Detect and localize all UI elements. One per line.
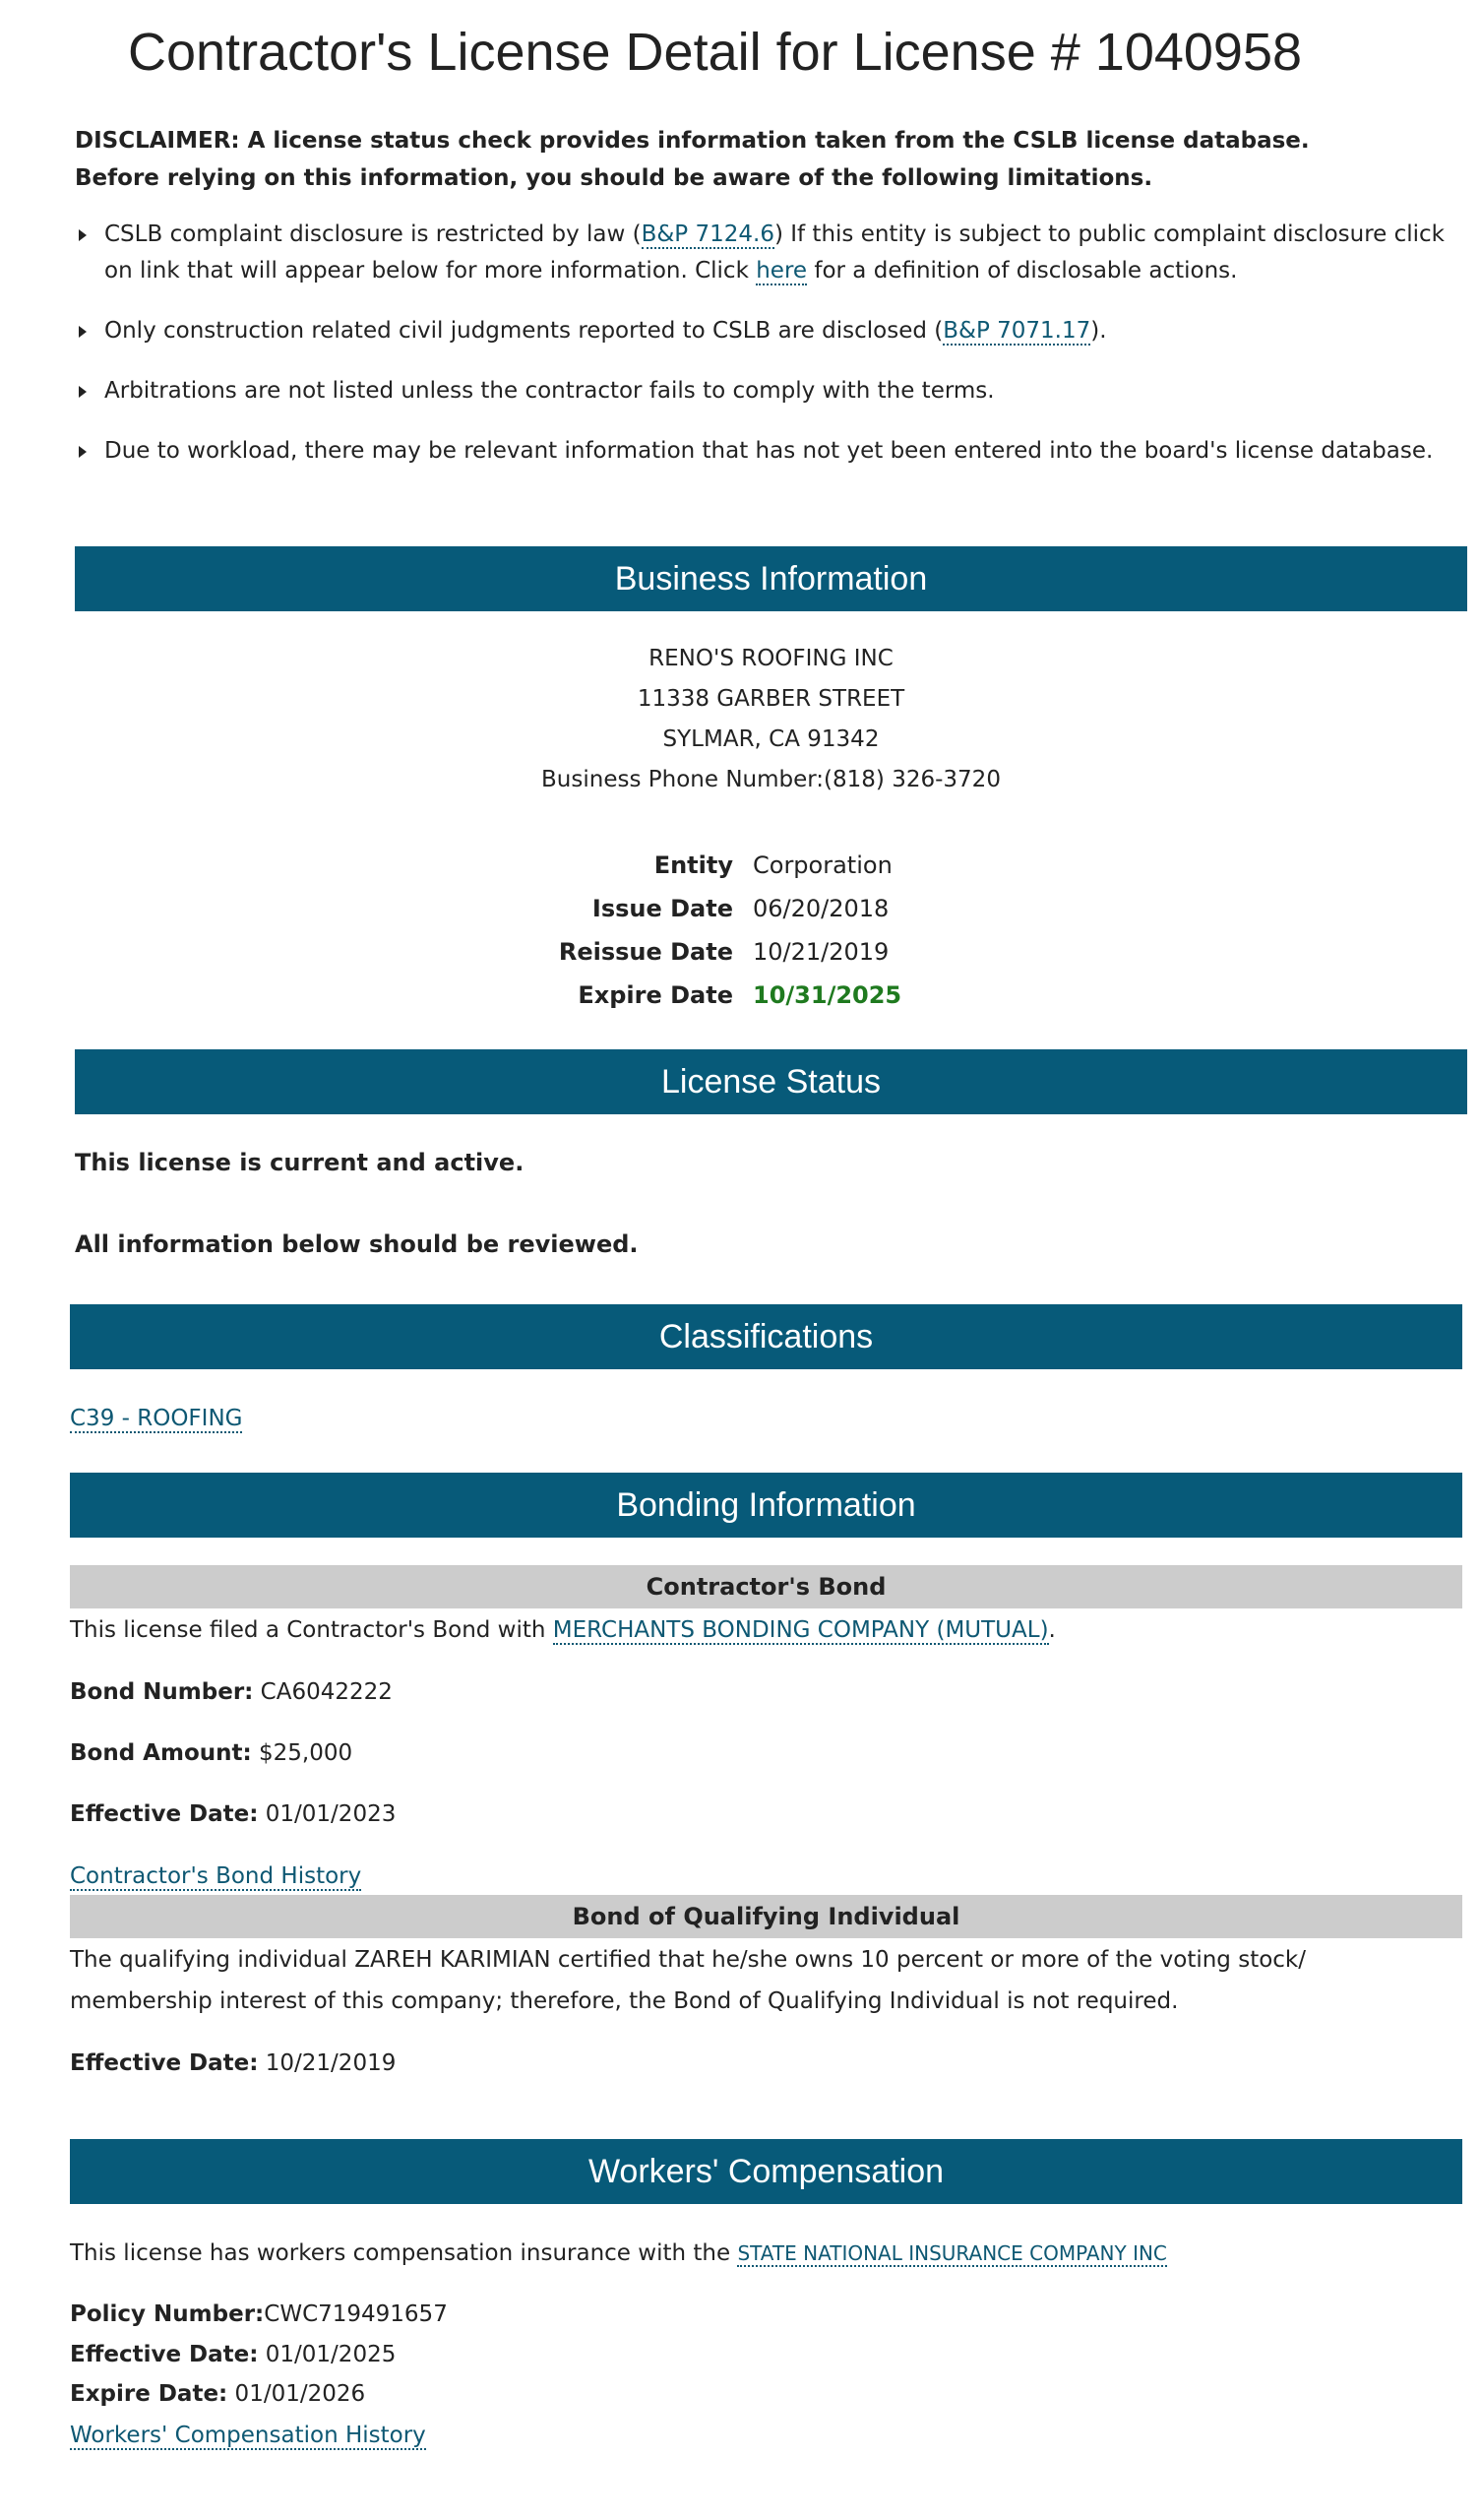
wc-expire-date: Expire Date: 01/01/2026	[70, 2381, 366, 2407]
caret-right-icon	[79, 386, 87, 398]
bqi-effective-date: Effective Date: 10/21/2019	[70, 2050, 397, 2076]
business-city: SYLMAR, CA 91342	[662, 726, 880, 752]
page-title: Contractor's License Detail for License # 1040958	[128, 23, 1303, 82]
issue-date-row: Issue Date 06/20/2018	[591, 895, 890, 922]
list-item: Only construction related civil judgments reported to CSLB are disclosed (B&P 7071.17).	[75, 313, 1452, 349]
bp-7124-6-link[interactable]: B&P 7124.6	[641, 221, 774, 247]
business-address	[75, 639, 1467, 800]
business-info-header: Business Information	[75, 546, 1467, 611]
workers-comp-text: This license has workers compensation insurance with the STATE NATIONAL INSURANCE COMPANY INC	[70, 2240, 1167, 2266]
surety-company-link[interactable]: MERCHANTS BONDING COMPANY (MUTUAL)	[552, 1617, 1049, 1643]
policy-number: Policy Number:CWC719491657	[70, 2301, 448, 2327]
workers-comp-header: Workers' Compensation	[70, 2139, 1462, 2204]
business-phone: Business Phone Number:(818) 326-3720	[541, 767, 1001, 792]
contractors-bond-subheader: Contractor's Bond	[70, 1565, 1462, 1608]
license-dates	[477, 844, 901, 1017]
bonding-info-header: Bonding Information	[70, 1473, 1462, 1538]
bqi-text: The qualifying individual ZAREH KARIMIAN certified that he/she owns 10 percent or more of the voting stock/ membership interest of this company; therefore, the Bond of Qualifying Individual is not required.	[70, 1947, 1307, 2014]
limitations-list	[75, 217, 1452, 493]
wc-history	[70, 2415, 426, 2456]
bond-history	[70, 1856, 361, 1897]
classification-item	[70, 1398, 242, 1439]
list-item: Arbitrations are not listed unless the contractor fails to comply with the terms.	[75, 373, 1452, 410]
caret-right-icon	[79, 326, 87, 338]
license-status-text: This license is current and active.	[75, 1149, 525, 1176]
list-item: Due to workload, there may be relevant information that has not yet been entered into the board's license database.	[75, 433, 1452, 470]
caret-right-icon	[79, 229, 87, 241]
bond-amount: Bond Amount: $25,000	[70, 1740, 353, 1766]
insurer-link[interactable]: STATE NATIONAL INSURANCE COMPANY INC	[737, 2241, 1167, 2265]
bond-history-link[interactable]: Contractor's Bond History	[70, 1863, 362, 1889]
expire-date-row: Expire Date 10/31/2025	[477, 974, 901, 1017]
classifications-header: Classifications	[70, 1304, 1462, 1369]
bqi-subheader: Bond of Qualifying Individual	[70, 1895, 1462, 1938]
disclaimer: DISCLAIMER: A license status check provides information taken from the CSLB license database. Before relying on this information, you should be aware of the following limitations.	[75, 128, 1310, 191]
bp-7071-17-link[interactable]: B&P 7071.17	[943, 318, 1091, 344]
classification-c39-link[interactable]: C39 - ROOFING	[70, 1406, 243, 1431]
list-item: CSLB complaint disclosure is restricted by law (B&P 7124.6) If this entity is subject to public complaint disclosure click on link that will appear below for more information. Click here for a definition of disclosable actions.	[75, 217, 1452, 289]
business-street: 11338 GARBER STREET	[637, 686, 905, 712]
bond-effective-date: Effective Date: 01/01/2023	[70, 1801, 397, 1827]
reissue-date-row: Reissue Date 10/21/2019	[558, 938, 890, 966]
entity-row: Entity Corporation	[653, 851, 893, 879]
bond-filed-text: This license filed a Contractor's Bond with MERCHANTS BONDING COMPANY (MUTUAL).	[70, 1617, 1056, 1643]
bond-number: Bond Number: CA6042222	[70, 1679, 393, 1705]
review-notice: All information below should be reviewed.	[75, 1230, 639, 1258]
business-name: RENO'S ROOFING INC	[648, 646, 894, 671]
wc-history-link[interactable]: Workers' Compensation History	[70, 2423, 426, 2448]
caret-right-icon	[79, 446, 87, 458]
here-link[interactable]: here	[756, 258, 808, 284]
expire-date-value: 10/31/2025	[753, 981, 902, 1009]
license-status-header: License Status	[75, 1049, 1467, 1114]
wc-effective-date: Effective Date: 01/01/2025	[70, 2342, 397, 2367]
